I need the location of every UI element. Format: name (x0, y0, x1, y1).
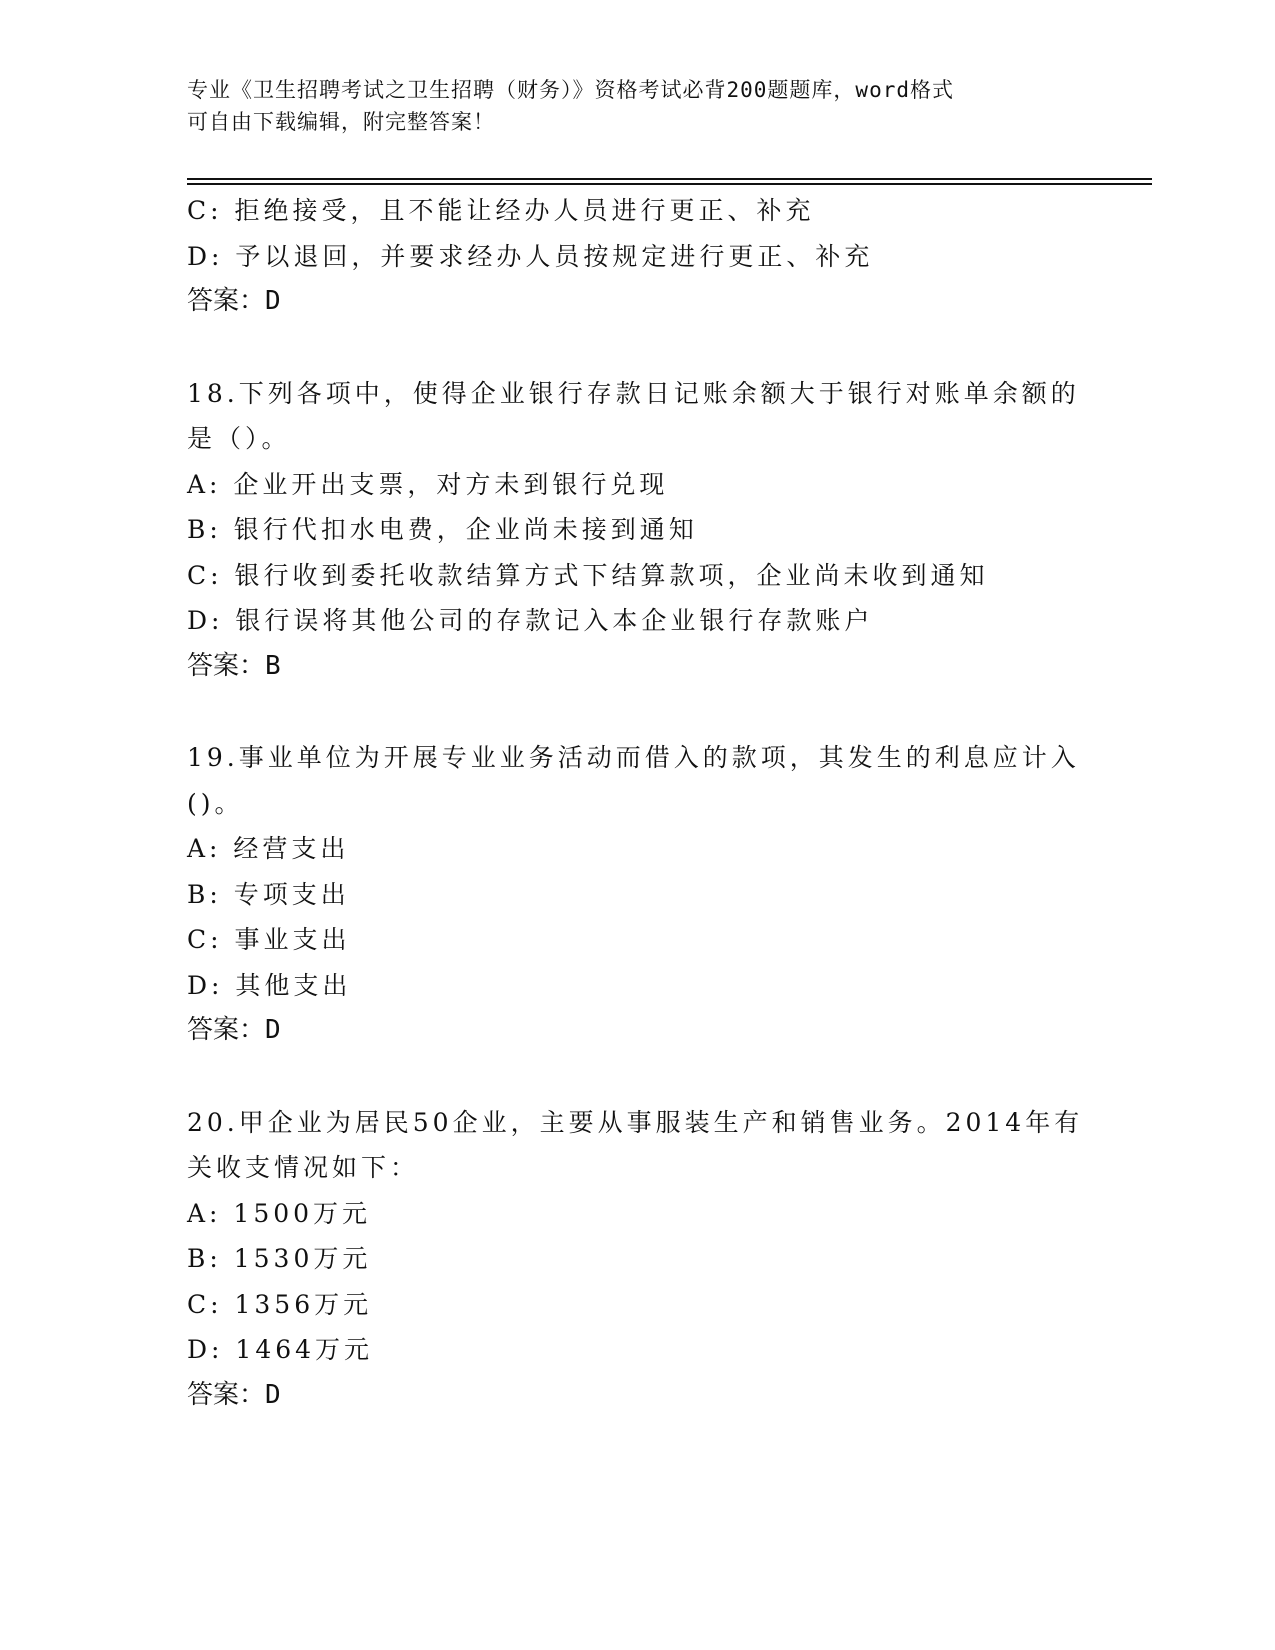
question-18 (187, 371, 1087, 690)
option-c: C: 拒绝接受，且不能让经办人员进行更正、补充 (187, 196, 815, 225)
option-d: D: 1464万元 (187, 1335, 374, 1364)
option-d: D: 予以退回，并要求经办人员按规定进行更正、补充 (187, 241, 874, 271)
question-text-line-2: ()。 (187, 788, 244, 818)
spacer (187, 325, 1087, 371)
question-text-line-1: 18.下列各项中，使得企业银行存款日记账余额大于银行对账单余额的 (187, 378, 1080, 408)
answer: 答案：D (187, 1015, 281, 1045)
option-d: D: 其他支出 (187, 970, 352, 1000)
answer: 答案：D (187, 1379, 281, 1410)
option-b: B: 专项支出 (187, 879, 350, 909)
question-19 (187, 735, 1087, 1054)
question-text-line-2: 关收支情况如下： (187, 1153, 420, 1182)
question-text-line-1: 20.甲企业为居民50企业，主要从事服装生产和销售业务。2014年有 (187, 1107, 1084, 1137)
header-line-1: 专业《卫生招聘考试之卫生招聘（财务）》资格考试必背200题题库，word格式 (187, 78, 954, 102)
document-header (187, 74, 1087, 138)
option-a: A: 经营支出 (187, 834, 350, 863)
spacer (187, 689, 1087, 735)
option-b: B: 银行代扣水电费，企业尚未接到通知 (187, 515, 698, 544)
option-d: D: 银行误将其他公司的存款记入本企业银行存款账户 (187, 606, 874, 635)
option-a: A: 企业开出支票，对方未到银行兑现 (187, 469, 669, 499)
answer: 答案：B (187, 650, 281, 681)
question-list (187, 188, 1087, 1418)
option-c: C: 1356万元 (187, 1289, 373, 1319)
option-c: C: 银行收到委托收款结算方式下结算款项，企业尚未收到通知 (187, 560, 989, 590)
header-divider-top (187, 178, 1152, 180)
option-b: B: 1530万元 (187, 1244, 372, 1273)
option-c: C: 事业支出 (187, 925, 351, 954)
question-20 (187, 1100, 1087, 1419)
spacer (187, 1054, 1087, 1100)
option-a: A: 1500万元 (187, 1198, 372, 1228)
question-17-continued (187, 188, 1087, 325)
header-divider-bottom (187, 183, 1152, 185)
question-text-line-1: 19.事业单位为开展专业业务活动而借入的款项，其发生的利息应计入 (187, 743, 1080, 772)
header-line-2: 可自由下载编辑，附完整答案！ (187, 110, 495, 134)
answer: 答案：D (187, 286, 281, 316)
question-text-line-2: 是（）。 (187, 424, 291, 453)
